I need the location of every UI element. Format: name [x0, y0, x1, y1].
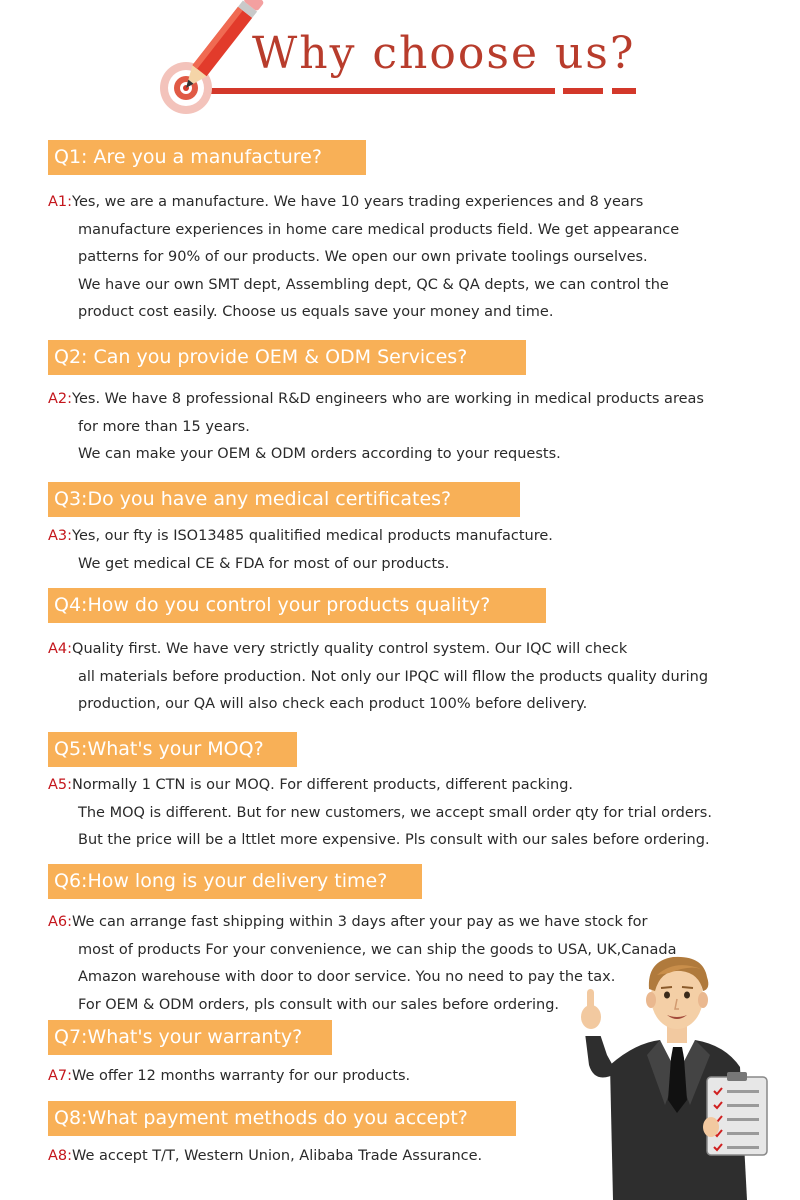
answer-1: A1:Yes, we are a manufacture. We have 10 years trading experiences and 8 years manufacture experiences in home care medical products field. We get appearance patterns for 90% of our products. We open our own private toolings ourselves. We have our own SMT dept, Assembling dept, QC & QA depts, we can control the product cost easily. Choose us equals save your money and time. [48, 194, 680, 320]
answer-3: A3:Yes, our fty is ISO13485 qualitified medical products manufacture. We get medical CE & FDA for most of our products. [48, 528, 553, 572]
answer-label: A5: [48, 777, 73, 793]
answer-2: A2:Yes. We have 8 professional R&D engineers who are working in medical products areas for more than 15 years. We can make your OEM & ODM orders according to your requests. [48, 391, 704, 462]
answer-label: A2: [48, 391, 73, 407]
question-6: Q6:How long is your delivery time? [48, 864, 422, 899]
question-5: Q5:What's your MOQ? [48, 732, 297, 767]
question-1: Q1: Are you a manufacture? [48, 140, 366, 175]
question-3: Q3:Do you have any medical certificates? [48, 482, 520, 517]
answer-5: A5:Normally 1 CTN is our MOQ. For different products, different packing. The MOQ is different. But for new customers, we accept small order qty for trial orders. But the price will be a lttlet more expensive. Pls consult with our sales before ordering. [48, 777, 712, 848]
answer-7: A7:We offer 12 months warranty for our products. [48, 1068, 411, 1084]
answer-label: A1: [48, 194, 73, 210]
answer-8: A8:We accept T/T, Western Union, Alibaba Trade Assurance. [48, 1148, 483, 1164]
question-7: Q7:What's your warranty? [48, 1020, 332, 1055]
answer-label: A3: [48, 528, 73, 544]
question-8: Q8:What payment methods do you accept? [48, 1101, 516, 1136]
answer-label: A4: [48, 641, 73, 657]
answer-4: A4:Quality first. We have very strictly quality control system. Our IQC will check all materials before production. Not only our IPQC will fllow the products quality during production, our QA will also check each product 100% before delivery. [48, 641, 709, 712]
page-title: Why choose us? [252, 28, 636, 79]
question-2: Q2: Can you provide OEM & ODM Services? [48, 340, 526, 375]
header-banner [0, 0, 800, 120]
answer-label: A7: [48, 1068, 73, 1084]
businessman-illustration [565, 955, 785, 1200]
answer-label: A6: [48, 914, 73, 930]
answer-6: A6:We can arrange fast shipping within 3 days after your pay as we have stock for most of products For your convenience, we can ship the goods to USA, UK,Canada Amazon warehouse with door to door service. You no need to pay the tax. For OEM & ODM orders, pls consult with our sales before ordering. [48, 914, 677, 1013]
question-4: Q4:How do you control your products quality? [48, 588, 546, 623]
checklist-icon [707, 1072, 767, 1155]
answer-label: A8: [48, 1148, 73, 1164]
